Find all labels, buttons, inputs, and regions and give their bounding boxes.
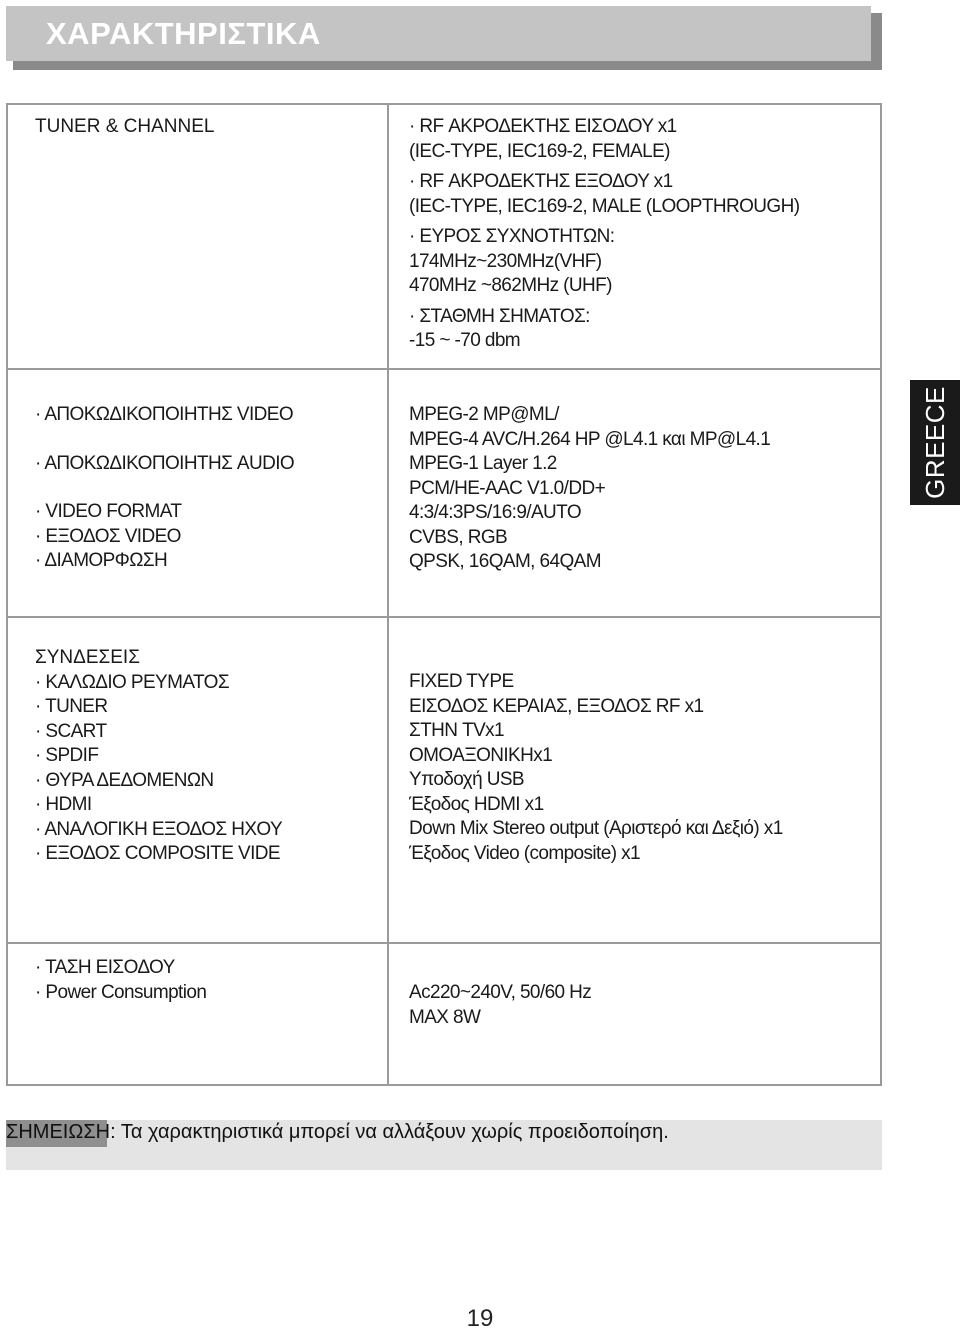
spec-line: MPEG-1 Layer 1.2 [409,453,557,474]
row-divider [8,942,880,944]
spec-row-tuner-label [35,115,380,140]
spec-label: · ΘΥΡΑ ΔΕΔΟΜΕΝΩΝ [35,769,214,791]
spec-row-decoder-value [409,403,879,575]
spec-row-connections-value [409,670,879,866]
spec-row-decoder-label [35,403,380,574]
spec-label: · ΔΙΑΜΟΡΦΩΣΗ [35,550,168,571]
spec-label: · ΕΞΟΔΟΣ VIDEO [35,525,181,547]
spec-line: MPEG-2 MP@ML/ [409,404,559,425]
spec-line: Έξοδος Video (composite) x1 [409,842,640,864]
spec-label: · SPDIF [35,745,99,766]
spec-line: Down Mix Stereo output (Αριστερό και Δεξιό) x1 [409,818,783,839]
section-heading: ΣΥΝΔΕΣΕΙΣ [35,647,140,668]
spec-label: · VIDEO FORMAT [35,501,182,522]
column-divider [387,105,389,1084]
spec-label: · ΑΠΟΚΩΔΙΚΟΠΟΙΗΤΗΣ VIDEO [35,404,294,425]
spec-label: · SCART [35,720,107,742]
spec-line: (IEC-TYPE, IEC169-2, MALE (LOOPTHROUGH) [409,195,800,217]
spec-line: PCM/HE-AAC V1.0/DD+ [409,477,606,499]
spec-line: FIXED TYPE [409,671,514,692]
page-title: ΧΑΡΑΚΤΗΡΙΣΤΙΚΑ [46,15,321,51]
spec-line: Υποδοχή USB [409,769,524,790]
section-heading: TUNER & CHANNEL [35,116,215,137]
spec-line: QPSK, 16QAM, 64QAM [409,551,601,572]
spec-row-power-value [409,981,879,1030]
note-label: ΣΗΜΕΙΩΣΗ [6,1121,111,1143]
spec-label: · Power Consumption [35,981,207,1003]
spec-line: ΟΜΟΑΞΟΝΙΚΗx1 [409,744,553,766]
spec-label: · ΤΑΣΗ ΕΙΣΟΔΟΥ [35,957,175,978]
spec-label: · ΑΝΑΛΟΓΙΚΗ ΕΞΟΔΟΣ ΗΧΟΥ [35,818,283,840]
spec-label: · ΕΞΟΔΟΣ COMPOSITE VIDE [35,843,280,864]
spec-line: MAX 8W [409,1006,481,1028]
spec-line: CVBS, RGB [409,526,508,548]
spec-label: · TUNER [35,696,108,717]
spec-label: · ΑΠΟΚΩΔΙΚΟΠΟΙΗΤΗΣ AUDIO [35,452,295,474]
spec-line: ΕΙΣΟΔΟΣ ΚΕΡΑΙΑΣ, ΕΞΟΔΟΣ RF x1 [409,695,704,717]
spec-row-power-label [35,956,380,1005]
spec-row-tuner-value [409,115,879,354]
spec-line: 174MHz~230MHz(VHF) [409,250,602,272]
spec-line: (IEC-TYPE, IEC169-2, FEMALE) [409,140,670,162]
language-tab-label: GREECE [919,386,950,499]
spec-line: Έξοδος HDMI x1 [409,793,544,815]
spec-label: · ΚΑΛΩΔΙΟ ΡΕΥΜΑΤΟΣ [35,671,229,693]
spec-line: · RF ΑΚΡΟΔΕΚΤΗΣ ΕΞΟΔΟΥ x1 [409,171,673,192]
row-divider [8,616,880,618]
spec-line: 4:3/4:3PS/16:9/AUTO [409,502,582,523]
spec-line: · ΕΥΡΟΣ ΣΥΧΝΟΤΗΤΩΝ: [409,226,615,247]
note [6,1121,669,1144]
language-tab [910,380,960,505]
spec-label: · HDMI [35,794,92,815]
spec-line: 470MHz ~862MHz (UHF) [409,275,612,296]
spec-line: Ac220~240V, 50/60 Hz [409,982,592,1003]
spec-line: MPEG-4 AVC/H.264 HP @L4.1 και MP@L4.1 [409,428,771,450]
spec-line: · RF ΑΚΡΟΔΕΚΤΗΣ ΕΙΣΟΔΟΥ x1 [409,116,677,137]
spec-table [6,103,882,1086]
title-bar [6,6,871,61]
row-divider [8,368,880,370]
spec-line: ΣΤΗΝ TVx1 [409,720,505,741]
spec-line: -15 ~ -70 dbm [409,330,521,351]
note-text: : Τα χαρακτηριστικά μπορεί να αλλάξουν χωρίς προειδοποίηση. [110,1121,669,1143]
spec-row-connections-label [35,646,380,867]
page-number: 19 [466,1305,494,1332]
spec-line: · ΣΤΑΘΜΗ ΣΗΜΑΤΟΣ: [409,305,590,327]
